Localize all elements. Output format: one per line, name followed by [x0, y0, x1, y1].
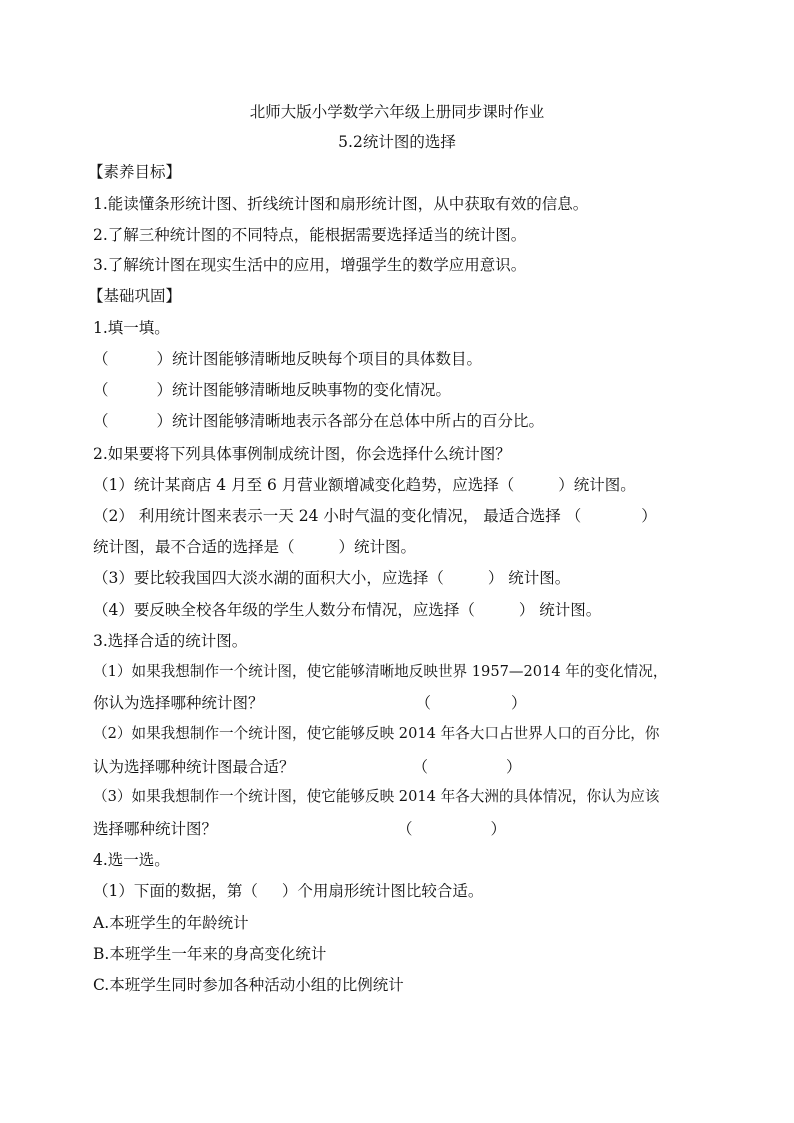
question-2-part-3 — [93, 567, 724, 589]
option-a: A.本班学生的年龄统计 — [93, 914, 249, 932]
part-text: 统计图，最不合适的选择是（ — [93, 538, 295, 556]
part-text: （2） 利用统计图来表示一天 24 小时气温的变化情况， 最适合选择 （ — [93, 507, 582, 525]
section-heading-goals: 【素养目标】 — [88, 163, 182, 181]
paren-close: ） — [490, 820, 507, 838]
question-3-part-3: （3）如果我想制作一个统计图，使它能够反映 2014 年各大洲的具体情况，你认为应该 — [93, 788, 660, 805]
fill-blank-line — [93, 379, 724, 401]
part-text: （4）要反映全校各年级的学生人数分布情况，应选择（ — [93, 601, 475, 619]
paren-open: （ — [412, 758, 429, 776]
goal-item: 1.能读懂条形统计图、折线统计图和扇形统计图，从中获取有效的信息。 — [93, 195, 589, 213]
part-text: ） 统计图。 — [487, 569, 571, 587]
section-heading-basics: 【基础巩固】 — [88, 287, 182, 305]
question-3-part-2-cont — [93, 756, 724, 778]
part-text: 你认为选择哪种统计图？ — [93, 694, 264, 712]
paren-open: （ — [397, 820, 413, 838]
question-4-title: 4.选一选。 — [93, 851, 170, 869]
paren-open: （ — [415, 694, 432, 712]
fill-blank-line — [93, 410, 724, 432]
part-text: ） — [641, 507, 657, 525]
paren-open: （ — [93, 350, 109, 368]
question-3-part-3-cont — [93, 818, 724, 840]
part-text: 选择哪种统计图？ — [93, 820, 218, 838]
goal-item: 3.了解统计图在现实生活中的应用，增强学生的数学应用意识。 — [93, 256, 527, 274]
part-text: ） 统计图。 — [518, 601, 602, 619]
blank-line-text: 统计图能够清晰地表示各部分在总体中所占的百分比。 — [172, 412, 545, 430]
question-2-title: 2.如果要将下列具体事例制成统计图，你会选择什么统计图？ — [93, 445, 511, 463]
part-text: （1）统计某商店 4 月至 6 月营业额增减变化趋势，应选择（ — [93, 476, 515, 494]
part-text: ）统计图。 — [558, 476, 636, 494]
question-2-part-1 — [93, 474, 724, 496]
question-2-part-2 — [93, 505, 724, 527]
option-b: B.本班学生一年来的身高变化统计 — [93, 945, 327, 963]
part-text: ）统计图。 — [338, 538, 417, 556]
paren-close: ） — [506, 758, 522, 776]
paren-close: ） — [156, 350, 173, 368]
paren-close: ） — [511, 694, 527, 712]
paren-open: （ — [93, 381, 109, 399]
fill-blank-line — [93, 348, 724, 370]
question-3-part-1-cont — [93, 692, 724, 714]
question-3-part-2: （2）如果我想制作一个统计图，使它能够反映 2014 年各大口占世界人口的百分比，你 — [93, 725, 660, 742]
question-4-part-1 — [93, 880, 724, 902]
question-1-title: 1.填一填。 — [93, 319, 170, 337]
blank-line-text: 统计图能够清晰地反映每个项目的具体数目。 — [172, 350, 483, 368]
part-text: （1）下面的数据，第（ — [93, 882, 258, 900]
page-subtitle: 5.2统计图的选择 — [338, 133, 456, 151]
question-3-title: 3.选择合适的统计图。 — [93, 632, 248, 650]
paren-open: （ — [93, 412, 109, 430]
paren-close: ） — [156, 381, 173, 399]
option-c: C.本班学生同时参加各种活动小组的比例统计 — [93, 976, 404, 994]
blank-line-text: 统计图能够清晰地反映事物的变化情况。 — [172, 381, 452, 399]
page-title: 北师大版小学数学六年级上册同步课时作业 — [249, 103, 545, 121]
part-text: （3）要比较我国四大淡水湖的面积大小，应选择（ — [93, 569, 444, 587]
paren-close: ） — [156, 412, 173, 430]
question-3-part-1: （1）如果我想制作一个统计图，使它能够清晰地反映世界 1957—2014 年的变化情况， — [93, 663, 668, 680]
part-text: ）个用扇形统计图比较合适。 — [281, 882, 484, 900]
part-text: 认为选择哪种统计图最合适？ — [93, 758, 295, 776]
question-2-part-4 — [93, 599, 724, 621]
goal-item: 2.了解三种统计图的不同特点，能根据需要选择适当的统计图。 — [93, 226, 527, 244]
question-2-part-2-cont — [93, 536, 724, 558]
